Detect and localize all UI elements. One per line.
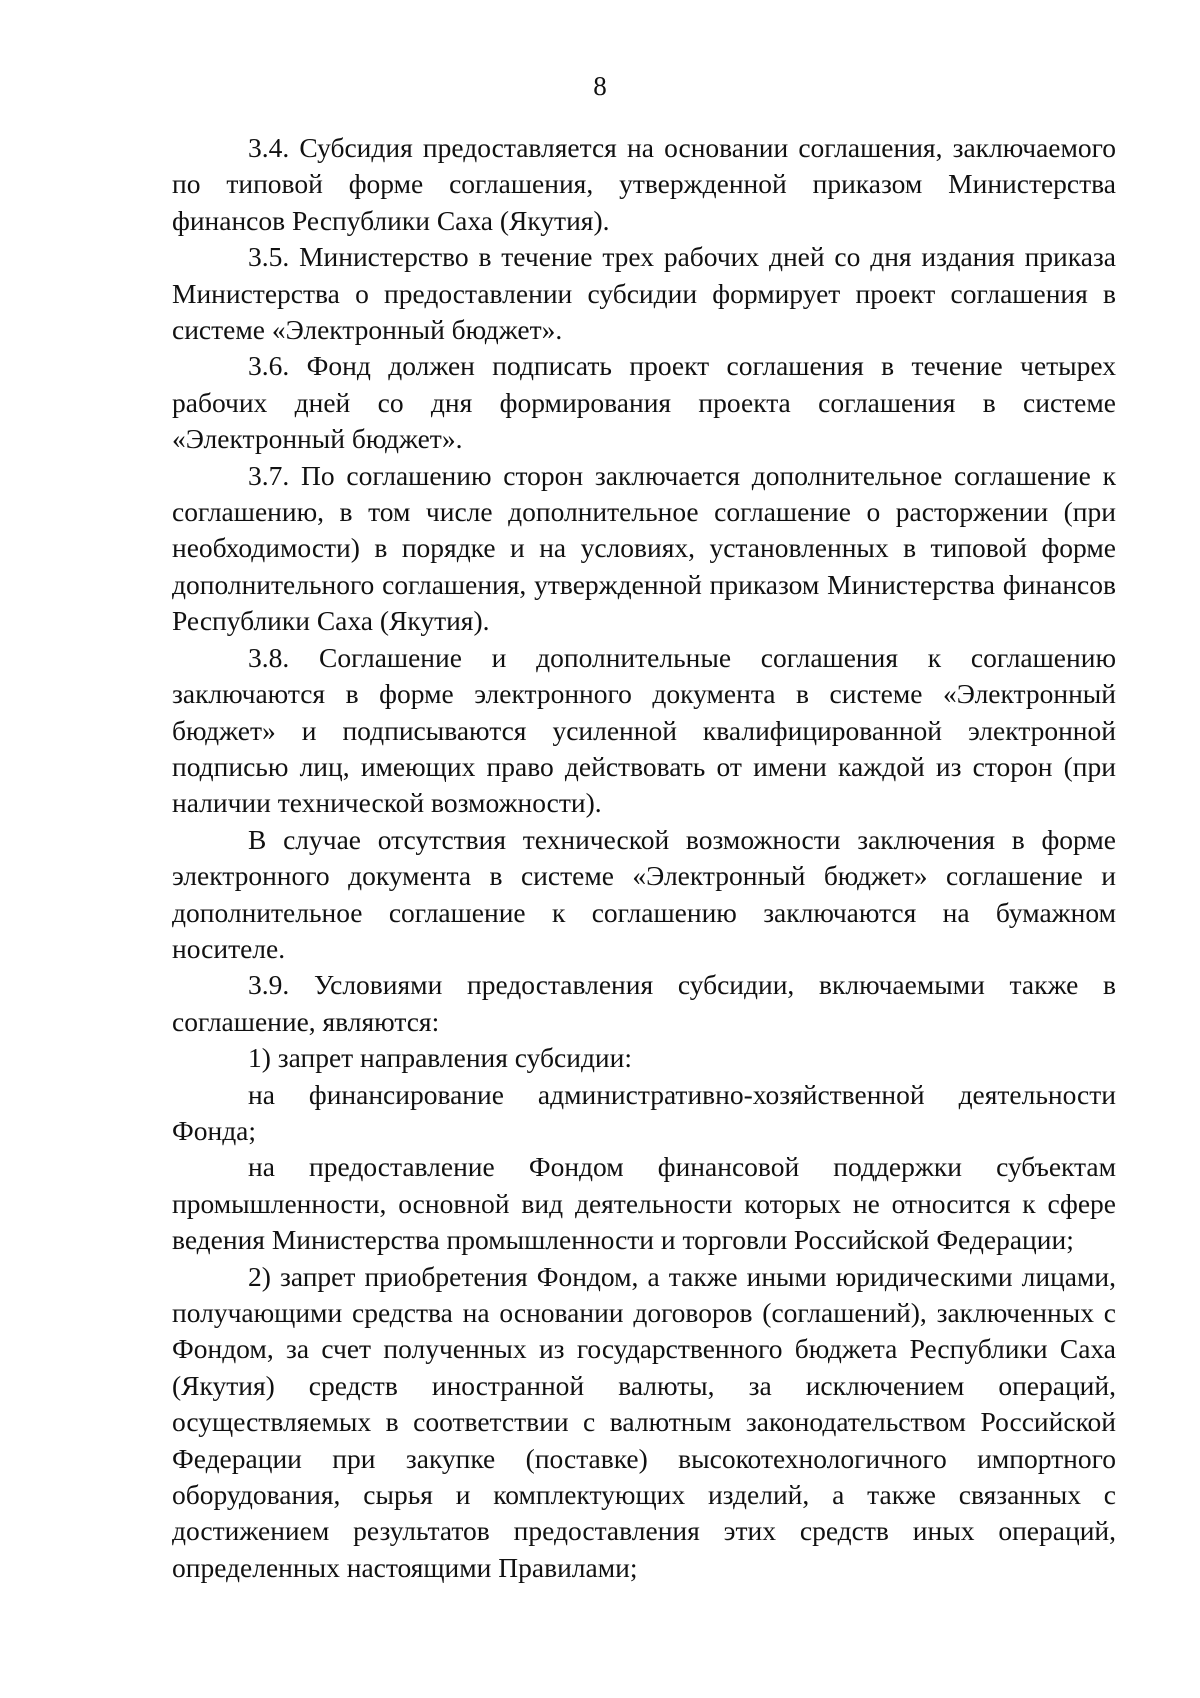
paragraph-3-4: 3.4. Субсидия предоставляется на основании соглашения, заключаемого по типовой форме соглашения, утвержденной приказом Министерства финансов Республики Саха (Якутия). [172, 132, 1116, 236]
paragraph-3-8: 3.8. Соглашение и дополнительные соглашения к соглашению заключаются в форме электронного документа в системе «Электронный бюджет» и подписываются усиленной квалифицированной электронной подписью лиц, имеющих право действовать от имени каждой из сторон (при наличии технической возможности). [172, 641, 1116, 819]
document-body [172, 130, 1116, 1586]
paragraph-support-restriction: на предоставление Фондом финансовой поддержки субъектам промышленности, основной вид деятельности которых не относится к сфере ведения Министерства промышленности и торговли Российской Федерации; [172, 1151, 1116, 1256]
paragraph-admin-financing: на финансирование административно-хозяйственной деятельности Фонда; [172, 1078, 1116, 1146]
paragraph-paper-agreement: В случае отсутствия технической возможности заключения в форме электронного документа в системе «Электронный бюджет» соглашение и дополнительное соглашение к соглашению заключаются на бумажном носителе. [172, 823, 1116, 964]
paragraph-3-5: 3.5. Министерство в течение трех рабочих дней со дня издания приказа Министерства о предоставлении субсидии формирует проект соглашения в системе «Электронный бюджет». [172, 241, 1116, 346]
paragraph-item-1: 1) запрет направления субсидии: [248, 1042, 633, 1074]
paragraph-item-2: 2) запрет приобретения Фондом, а также иными юридическими лицами, получающими средства на основании договоров (соглашений), заключенных с Фондом, за счет полученных из государственного бюджета Республики Саха (Якутия) средств иностранной валюты, за исключением операций, осуществляемых в соответствии с валютным законодательством Российской Федерации при закупке (поставке) высокотехнологичного импортного оборудования, сырья и комплектующих изделий, а также связанных с достижением результатов предоставления этих средств иных операций, определенных настоящими Правилами; [172, 1260, 1116, 1583]
paragraph-3-9: 3.9. Условиями предоставления субсидии, включаемыми также в соглашение, являются: [172, 969, 1116, 1037]
paragraph-3-6: 3.6. Фонд должен подписать проект соглашения в течение четырех рабочих дней со дня формирования проекта соглашения в системе «Электронный бюджет». [172, 350, 1116, 455]
paragraph-3-7: 3.7. По соглашению сторон заключается дополнительное соглашение к соглашению, в том числе дополнительное соглашение о расторжении (при необходимости) в порядке и на условиях, установленных в типовой форме дополнительного соглашения, утвержденной приказом Министерства финансов Республики Саха (Якутия). [172, 459, 1116, 637]
page-number: 8 [593, 71, 607, 101]
